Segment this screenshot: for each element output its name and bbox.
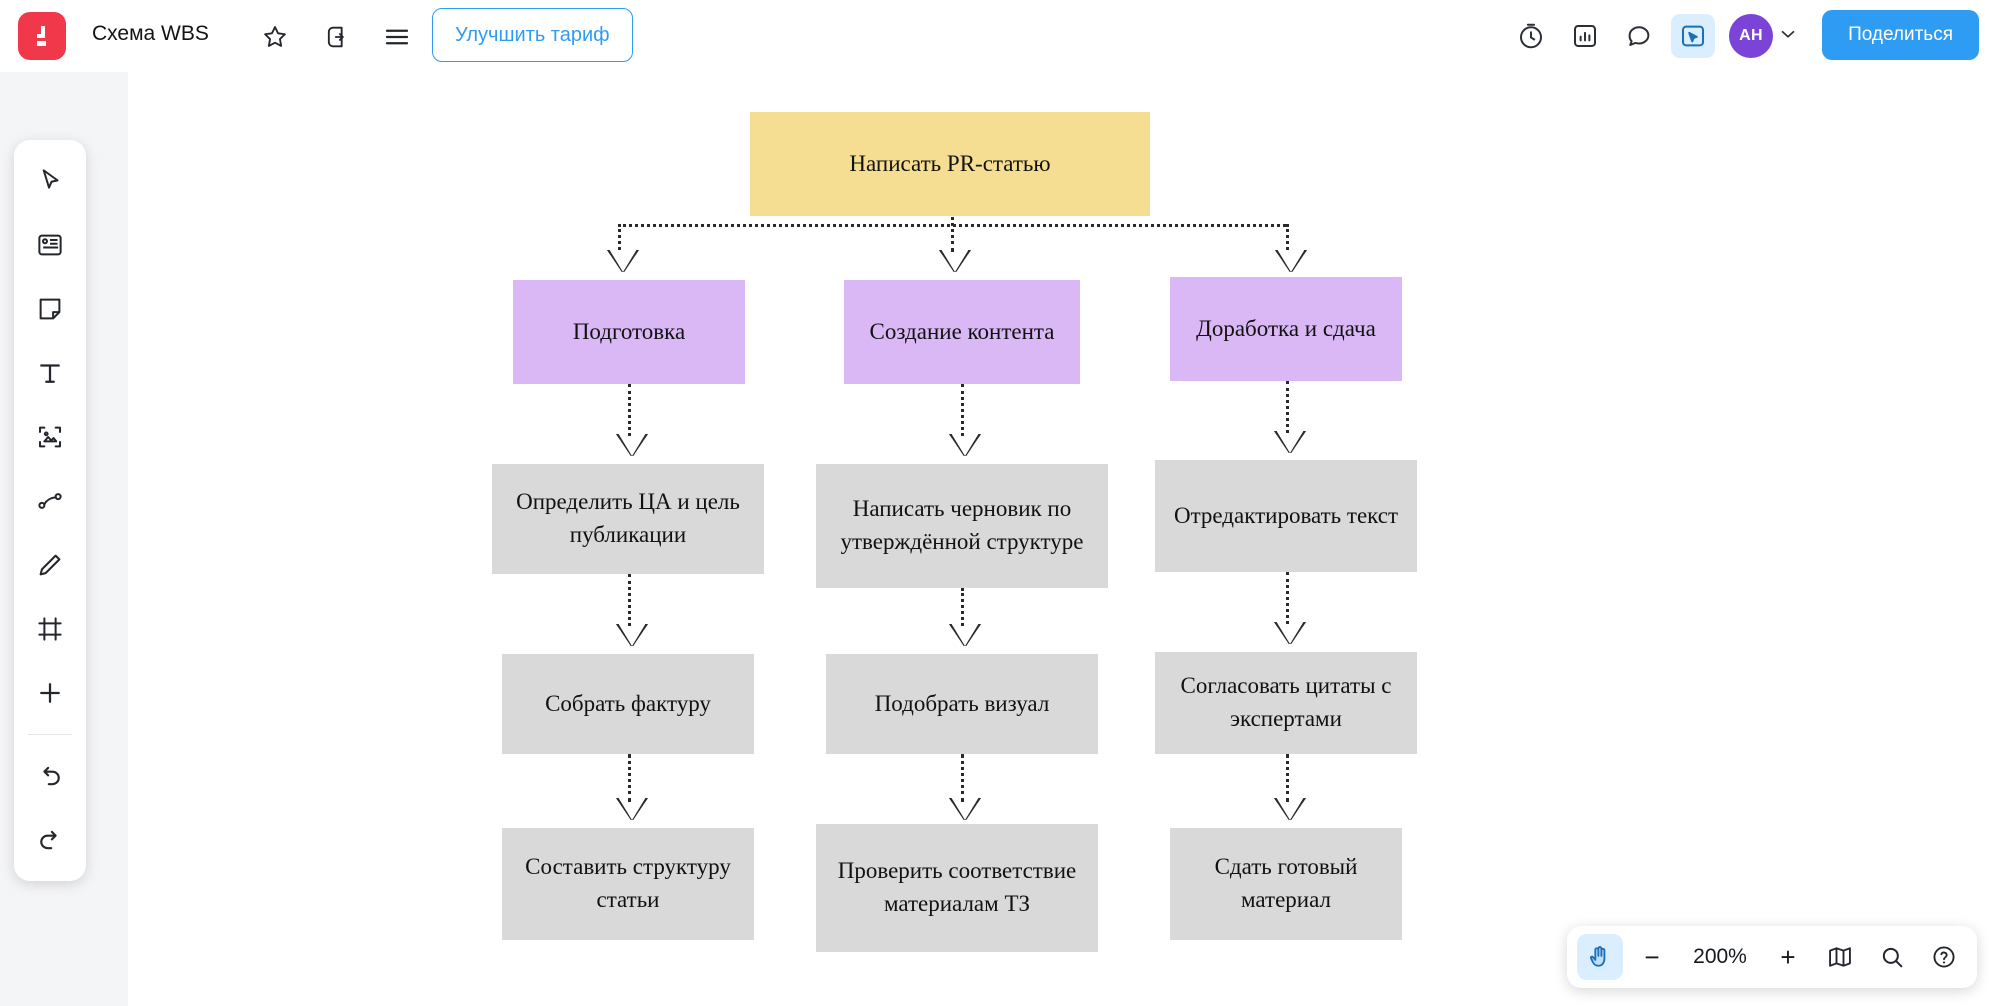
cursor-select-icon[interactable]	[1671, 14, 1715, 58]
avatar[interactable]	[1729, 14, 1799, 58]
node-root[interactable]: Написать PR-статью	[750, 112, 1150, 216]
upgrade-plan-button[interactable]: Улучшить тариф	[432, 8, 633, 62]
favorite-star-icon[interactable]	[256, 18, 294, 56]
node-phase-3[interactable]: Доработка и сдача	[1170, 277, 1402, 381]
connector-c1-p-t1	[628, 384, 631, 436]
node-task-3-1[interactable]: Отредактировать текст	[1155, 460, 1417, 572]
zoom-bar	[1567, 926, 1977, 988]
hand-tool[interactable]	[1577, 934, 1623, 980]
node-task-1-1[interactable]: Определить ЦА и цель публикации	[492, 464, 764, 574]
tool-rail	[14, 140, 86, 881]
connector-c3-t2-t3	[1286, 754, 1289, 802]
chart-icon[interactable]	[1563, 14, 1607, 58]
lucid-logo-icon[interactable]	[18, 12, 66, 60]
chevron-down-icon[interactable]	[1777, 23, 1799, 50]
image-tool[interactable]	[22, 406, 78, 468]
connector-c1-t1-t2	[628, 574, 631, 626]
node-phase-1[interactable]: Подготовка	[513, 280, 745, 384]
rail-divider	[28, 734, 72, 735]
connector-c1-t2-t3	[628, 754, 631, 802]
zoom-level[interactable]: 200%	[1693, 945, 1747, 968]
canvas[interactable]	[0, 72, 1999, 1006]
line-tool[interactable]	[22, 470, 78, 532]
undo-tool[interactable]	[22, 745, 78, 807]
connector-bus	[618, 224, 1286, 227]
text-tool[interactable]	[22, 342, 78, 404]
frame-tool[interactable]	[22, 598, 78, 660]
connector-c3-t1-t2	[1286, 572, 1289, 624]
share-doc-icon[interactable]	[318, 18, 356, 56]
node-task-1-2[interactable]: Собрать фактуру	[502, 654, 754, 754]
node-phase-2[interactable]: Создание контента	[844, 280, 1080, 384]
node-task-3-3[interactable]: Сдать готовый материал	[1170, 828, 1402, 940]
share-button[interactable]: Поделиться	[1822, 10, 1979, 60]
connector-c2-t1-t2	[961, 588, 964, 626]
zoom-out-button[interactable]: −	[1644, 941, 1660, 972]
connector-c3-p-t1	[1286, 381, 1289, 433]
add-more-tool[interactable]	[22, 662, 78, 724]
page-title[interactable]: Схема WBS	[92, 22, 209, 45]
connector-c2-t2-t3	[961, 754, 964, 802]
redo-tool[interactable]	[22, 809, 78, 871]
node-task-2-3[interactable]: Проверить соответствие материалам ТЗ	[816, 824, 1098, 952]
pointer-tool[interactable]	[22, 150, 78, 212]
node-task-2-2[interactable]: Подобрать визуал	[826, 654, 1098, 754]
connector-bus-left-drop	[618, 224, 621, 250]
connector-bus-right-drop	[1286, 224, 1289, 250]
timer-icon[interactable]	[1509, 14, 1553, 58]
help-icon[interactable]	[1921, 934, 1967, 980]
top-right-tools	[1509, 8, 1799, 64]
connector-c2-p-t1	[961, 384, 964, 436]
zoom-in-button[interactable]: +	[1780, 941, 1796, 972]
comment-icon[interactable]	[1617, 14, 1661, 58]
shapes-panel-tool[interactable]	[22, 214, 78, 276]
sticky-note-tool[interactable]	[22, 278, 78, 340]
menu-icon[interactable]	[378, 18, 416, 56]
top-bar	[0, 0, 1999, 72]
node-task-1-3[interactable]: Составить структуру статьи	[502, 828, 754, 940]
pen-tool[interactable]	[22, 534, 78, 596]
avatar-initials: АН	[1729, 14, 1773, 58]
node-task-2-1[interactable]: Написать черновик по утверждённой структуре	[816, 464, 1108, 588]
node-task-3-2[interactable]: Согласовать цитаты с экспертами	[1155, 652, 1417, 754]
search-icon[interactable]	[1869, 934, 1915, 980]
minimap-icon[interactable]	[1817, 934, 1863, 980]
